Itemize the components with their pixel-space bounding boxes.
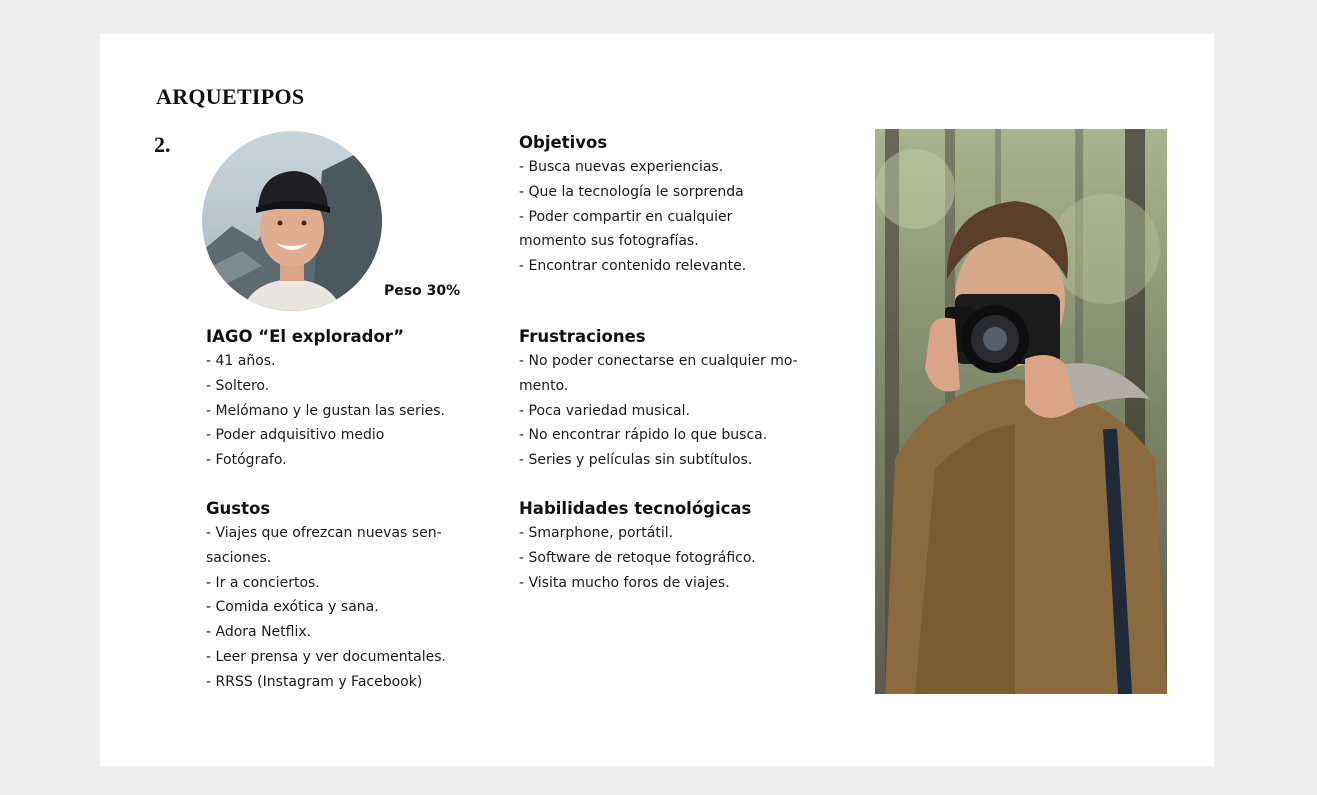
profile-section: [206, 327, 486, 473]
list-item: - Software de retoque fotográfico.: [519, 549, 756, 566]
objetivos-section: [519, 133, 839, 279]
list-item: - Que la tecnología le sorprenda: [519, 183, 744, 200]
document-title: ARQUETIPOS: [156, 84, 305, 109]
list-item: - Soltero.: [206, 377, 270, 394]
habilidades-heading: Habilidades tecnológicas: [519, 499, 752, 518]
persona-sheet: [100, 34, 1214, 766]
list-item: - Poder compartir en cualquier: [519, 208, 733, 225]
gustos-heading: Gustos: [206, 499, 271, 518]
list-item: - Comida exótica y sana.: [206, 599, 379, 616]
list-item: mento.: [519, 377, 569, 394]
list-item: momento sus fotografías.: [519, 233, 699, 250]
list-item: - 41 años.: [206, 353, 276, 369]
habilidades-list: [519, 521, 849, 595]
frustraciones-list: [519, 349, 849, 473]
gustos-section: [206, 499, 486, 695]
list-item: - Fotógrafo.: [206, 452, 287, 469]
list-item: saciones.: [206, 549, 272, 566]
gustos-list: [206, 521, 486, 695]
persona-photo: [875, 129, 1167, 694]
list-item: - No encontrar rápido lo que busca.: [519, 427, 768, 444]
list-item: - Encontrar contenido relevante.: [519, 258, 747, 275]
list-item: - Poca variedad musical.: [519, 402, 690, 419]
list-item: - RRSS (Instagram y Facebook): [206, 673, 423, 690]
archetype-number: 2.: [154, 132, 171, 157]
list-item: - Busca nuevas experiencias.: [519, 159, 724, 175]
persona-weight: Peso 30%: [384, 283, 461, 299]
frustraciones-heading: Frustraciones: [519, 327, 646, 346]
list-item: - Series y películas sin subtítulos.: [519, 452, 753, 469]
list-item: - Adora Netflix.: [206, 624, 312, 641]
avatar-portrait-icon: [202, 131, 382, 311]
list-item: - Ir a conciertos.: [206, 574, 320, 591]
photographer-photo-icon: [875, 129, 1167, 694]
frustraciones-section: [519, 327, 849, 473]
list-item: - Visita mucho foros de viajes.: [519, 574, 730, 591]
list-item: - No poder conectarse en cualquier mo-: [519, 353, 798, 369]
objetivos-heading: Objetivos: [519, 133, 608, 152]
list-item: - Smarphone, portátil.: [519, 525, 674, 541]
list-item: - Viajes que ofrezcan nuevas sen-: [206, 525, 442, 541]
list-item: - Melómano y le gustan las series.: [206, 402, 446, 419]
habilidades-section: [519, 499, 849, 595]
profile-heading: IAGO “El explorador”: [206, 327, 405, 346]
objetivos-list: [519, 155, 839, 279]
avatar: [202, 131, 382, 311]
profile-list: [206, 349, 486, 473]
list-item: - Poder adquisitivo medio: [206, 427, 385, 444]
list-item: - Leer prensa y ver documentales.: [206, 648, 446, 665]
